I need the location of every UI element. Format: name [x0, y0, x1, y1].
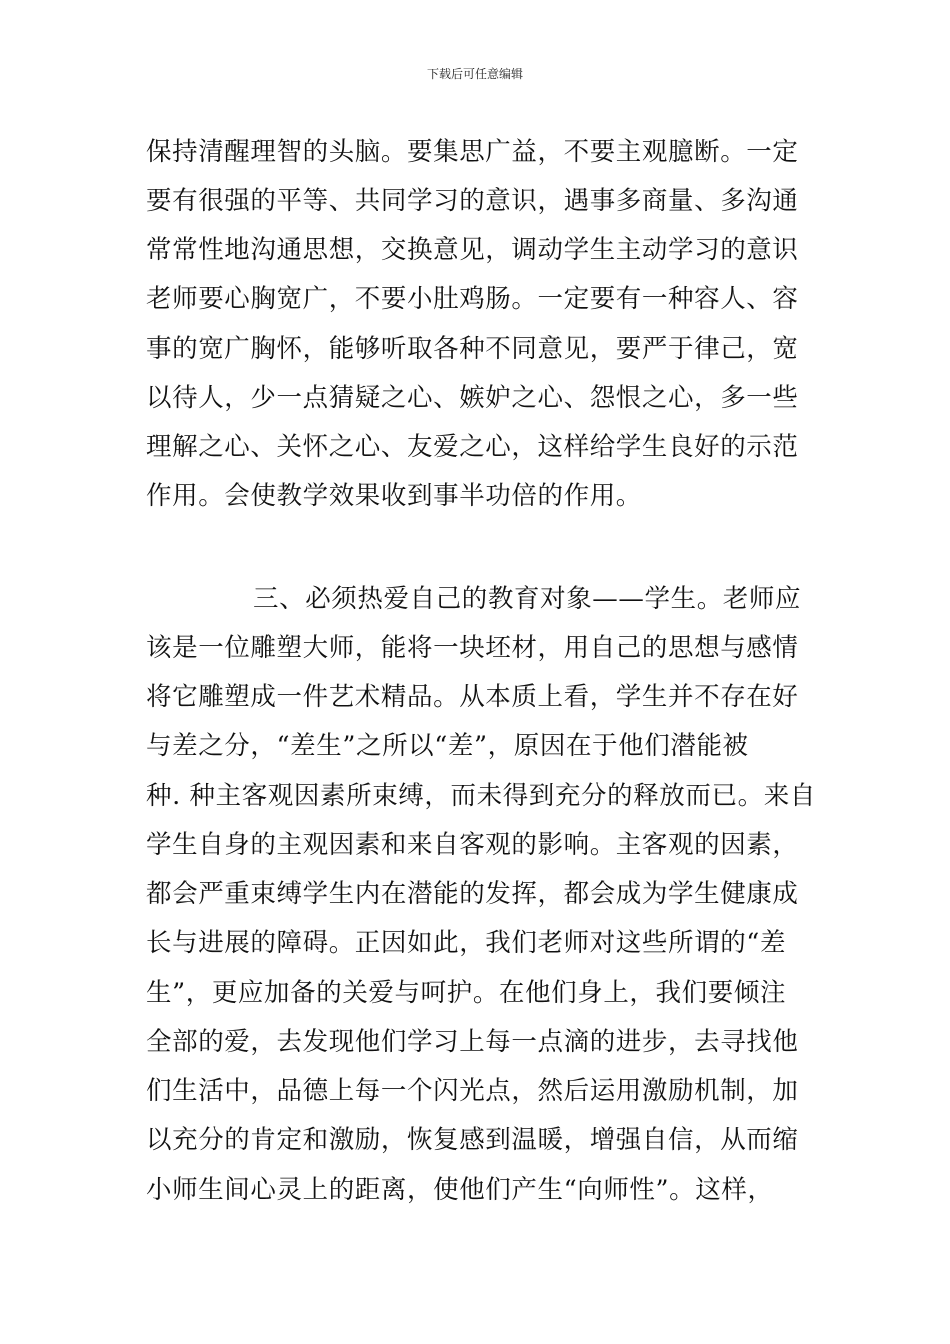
text-line: 该是一位雕塑大师，能将一块坯材，用自己的思想与感情: [146, 633, 799, 663]
text-line: 学生自身的主观因素和来自客观的影响。主客观的因素，: [146, 830, 799, 860]
text-line: 常常性地沟通思想，交换意见，调动学生主动学习的意识: [146, 235, 799, 265]
text-line: 三、必须热爱自己的教育对象——学生。老师应: [253, 584, 802, 614]
text-line: 事的宽广胸怀，能够听取各种不同意见，要严于律己，宽: [146, 334, 799, 364]
text-line: 以待人，少一点猜疑之心、嫉妒之心、怨恨之心，多一些: [146, 383, 799, 413]
text-line: 理解之心、关怀之心、友爱之心，这样给学生良好的示范: [146, 432, 799, 462]
text-line: 将它雕塑成一件艺术精品。从本质上看，学生并不存在好: [146, 682, 799, 712]
text-line: 生”，更应加备的关爱与呵护。在他们身上，我们要倾注: [146, 978, 787, 1008]
text-line: 都会严重束缚学生内在潜能的发挥，都会成为学生健康成: [146, 879, 799, 909]
text-line: 以充分的肯定和激励，恢复感到温暖，增强自信，从而缩: [146, 1125, 799, 1155]
text-line: 与差之分，“差生”之所以“差”，原因在于他们潜能被: [146, 731, 749, 761]
text-line: 们生活中，品德上每一个闪光点，然后运用激励机制，加: [146, 1076, 799, 1106]
text-line: 长与进展的障碍。正因如此，我们老师对这些所谓的“差: [146, 928, 787, 958]
text-line: 保持清醒理智的头脑。要集思广益，不要主观臆断。一定: [146, 137, 799, 167]
page-header: 下载后可任意编辑: [426, 67, 523, 81]
text-line: 老师要心胸宽广，不要小肚鸡肠。一定要有一种容人、容: [146, 284, 799, 314]
text-line: 作用。会使教学效果收到事半功倍的作用。: [146, 481, 642, 511]
text-line: 全部的爱，去发现他们学习上每一点滴的进步，去寻找他: [146, 1027, 799, 1057]
text-line: 要有很强的平等、共同学习的意识，遇事多商量、多沟通: [146, 186, 799, 216]
text-line: 小师生间心灵上的距离，使他们产生“向师性”。这样，: [146, 1175, 774, 1205]
text-line: 种. 种主客观因素所束缚，而未得到充分的释放而已。来自: [146, 781, 816, 811]
